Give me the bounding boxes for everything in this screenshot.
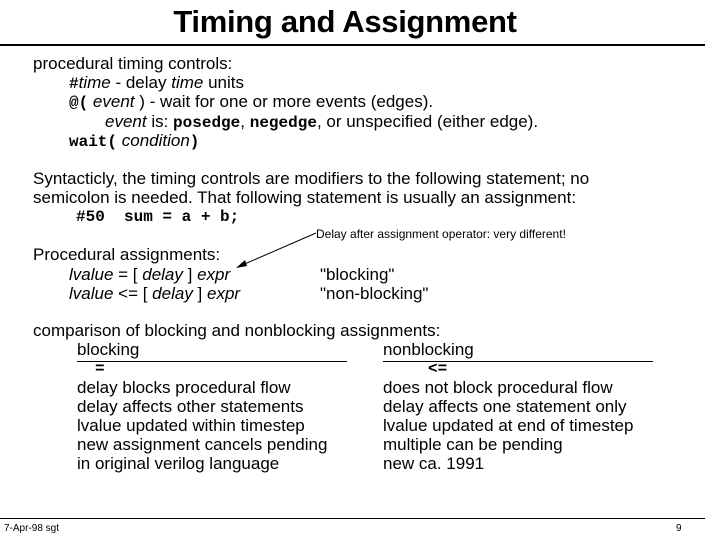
nonblocking-column-rule <box>383 361 653 362</box>
page-number: 9 <box>676 523 682 534</box>
slide-title: Timing and Assignment <box>173 4 517 39</box>
nonblocking-syntax <box>69 284 240 304</box>
delay-var-2: time <box>171 73 204 92</box>
blocking-column-rule <box>77 361 347 362</box>
delay-tail: units <box>203 73 244 92</box>
event-tail: ) - wait for one or more events (edges). <box>139 92 434 111</box>
nonblocking-rhs: expr <box>206 284 241 303</box>
blocking-operator: = <box>95 360 105 378</box>
nonblocking-row-5: new ca. 1991 <box>383 454 485 473</box>
blocking-row-3: lvalue updated within timestep <box>77 416 305 435</box>
wait-var: condition <box>117 131 190 150</box>
event-code: @( <box>69 94 89 112</box>
nonblocking-label: "non-blocking" <box>320 284 429 303</box>
event-var: event <box>88 92 140 111</box>
nonblocking-row-2: delay affects one statement only <box>383 397 627 416</box>
blocking-label: "blocking" <box>320 265 395 284</box>
delay-mid: - delay <box>110 73 172 92</box>
blocking-op: = [ <box>113 265 143 284</box>
blocking-column-header: blocking <box>77 340 140 359</box>
blocking-close: ] <box>182 265 198 284</box>
event-is-tail: , or unspecified (either edge). <box>316 112 539 131</box>
blocking-row-1: delay blocks procedural flow <box>77 378 291 397</box>
blocking-row-5: in original verilog language <box>77 454 280 473</box>
nonblocking-row-4: multiple can be pending <box>383 435 563 454</box>
wait-close: ) <box>189 133 200 151</box>
blocking-lhs: lvalue <box>69 265 114 284</box>
nonblocking-close: ] <box>192 284 207 303</box>
blocking-rhs: expr <box>197 265 231 284</box>
assignments-heading: Procedural assignments: <box>33 245 221 264</box>
blocking-delay: delay <box>142 265 183 284</box>
nonblocking-op: <= [ <box>113 284 153 303</box>
footer-rule <box>0 518 705 519</box>
nonblocking-column-header: nonblocking <box>383 340 474 359</box>
delay-var: time <box>78 73 111 92</box>
code-example: #50 sum = a + b; <box>76 208 240 226</box>
nonblocking-lhs: lvalue <box>69 284 114 303</box>
delay-annotation: Delay after assignment operator: very different! <box>316 227 566 241</box>
event-is-text: is: <box>146 112 174 131</box>
comparison-heading: comparison of blocking and nonblocking assignments: <box>33 321 441 340</box>
posedge-keyword: posedge <box>173 114 241 132</box>
blocking-row-4: new assignment cancels pending <box>77 435 328 454</box>
nonblocking-row-3: lvalue updated at end of timestep <box>383 416 634 435</box>
syntax-line-2: semicolon is needed. That following statement is usually an assignment: <box>33 188 577 207</box>
nonblocking-operator: <= <box>428 360 448 378</box>
blocking-syntax <box>69 265 230 285</box>
nonblocking-row-1: does not block procedural flow <box>383 378 613 397</box>
negedge-keyword: negedge <box>249 114 317 132</box>
delay-code: # <box>69 75 79 93</box>
footer-date: 7-Apr-98 sgt <box>4 523 60 534</box>
syntax-line-1: Syntacticly, the timing controls are modifiers to the following statement; no <box>33 169 590 188</box>
blocking-row-2: delay affects other statements <box>77 397 304 416</box>
event-is-var: event <box>105 112 147 131</box>
comma: , <box>240 112 250 131</box>
timing-heading: procedural timing controls: <box>33 54 233 73</box>
wait-code: wait( <box>69 133 118 151</box>
nonblocking-delay: delay <box>152 284 193 303</box>
